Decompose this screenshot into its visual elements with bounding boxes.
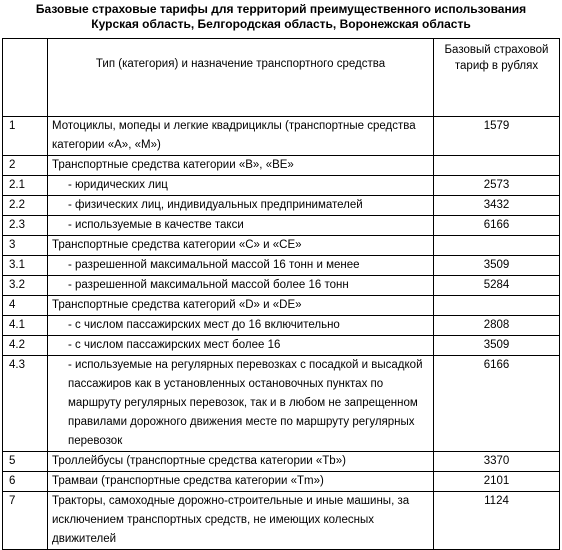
table-row — [3, 492, 560, 550]
row-number: 4.3 — [3, 356, 48, 452]
table-row — [3, 156, 560, 176]
table-row — [3, 452, 560, 472]
row-number: 2.2 — [3, 196, 48, 216]
header-name: Тип (категория) и назначение транспортного средства — [48, 39, 434, 117]
vehicle-type: Транспортные средства категории «С» и «СЕ» — [48, 236, 434, 256]
table-body — [3, 117, 560, 550]
vehicle-type: - юридических лиц — [48, 176, 434, 196]
row-number: 2.3 — [3, 216, 48, 236]
vehicle-type: Трамваи (транспортные средства категории «Tm») — [48, 472, 434, 492]
base-tariff: 3432 — [434, 196, 560, 216]
header-tariff: Базовый страховой тариф в рублях — [434, 39, 560, 117]
row-number: 3 — [3, 236, 48, 256]
vehicle-type: Мотоциклы, мопеды и легкие квадрициклы (транспортные средства категории «А», «М») — [48, 117, 434, 156]
header-row — [3, 39, 560, 117]
table-row — [3, 316, 560, 336]
vehicle-type: - разрешенной максимальной массой более 16 тонн — [48, 276, 434, 296]
table-header — [3, 39, 560, 117]
table-row — [3, 216, 560, 236]
table-row — [3, 336, 560, 356]
vehicle-type: - используемые на регулярных перевозках с посадкой и высадкой пассажиров как в установленных остановочных пунктах по маршруту регулярных перевозок, так и в любом не запрещенном правилами дорожного движения месте по маршруту регулярных перевозок — [48, 356, 434, 452]
base-tariff: 6166 — [434, 216, 560, 236]
table-row — [3, 296, 560, 316]
base-tariff: 3509 — [434, 336, 560, 356]
title-line-1: Базовые страховые тарифы для территорий преимущественного использования — [35, 2, 527, 16]
vehicle-type: - физических лиц, индивидуальных предпринимателей — [48, 196, 434, 216]
table-row — [3, 356, 560, 452]
table-row — [3, 256, 560, 276]
base-tariff: 2573 — [434, 176, 560, 196]
base-tariff: 3370 — [434, 452, 560, 472]
table-row — [3, 472, 560, 492]
row-number: 6 — [3, 472, 48, 492]
document-title — [0, 2, 562, 32]
row-number: 3.1 — [3, 256, 48, 276]
row-number: 3.2 — [3, 276, 48, 296]
row-number: 5 — [3, 452, 48, 472]
row-number: 2.1 — [3, 176, 48, 196]
row-number: 2 — [3, 156, 48, 176]
vehicle-type: - с числом пассажирских мест более 16 — [48, 336, 434, 356]
table-row — [3, 196, 560, 216]
title-line-2: Курская область, Белгородская область, Воронежская область — [91, 17, 471, 31]
vehicle-type: - разрешенной максимальной массой 16 тонн и менее — [48, 256, 434, 276]
base-tariff: 3509 — [434, 256, 560, 276]
header-num — [3, 39, 48, 117]
table-row — [3, 276, 560, 296]
base-tariff: 2808 — [434, 316, 560, 336]
table-row — [3, 117, 560, 156]
vehicle-type: Транспортные средства категорий «D» и «DE» — [48, 296, 434, 316]
base-tariff: 5284 — [434, 276, 560, 296]
row-number: 4.1 — [3, 316, 48, 336]
vehicle-type: Тракторы, самоходные дорожно-строительные и иные машины, за исключением транспортных средств, не имеющих колесных движителей — [48, 492, 434, 550]
tariff-table — [2, 38, 560, 550]
row-number: 7 — [3, 492, 48, 550]
base-tariff: 1124 — [434, 492, 560, 550]
base-tariff: 2101 — [434, 472, 560, 492]
row-number: 4 — [3, 296, 48, 316]
vehicle-type: - с числом пассажирских мест до 16 включительно — [48, 316, 434, 336]
base-tariff: 6166 — [434, 356, 560, 452]
vehicle-type: Транспортные средства категории «В», «ВЕ» — [48, 156, 434, 176]
table-row — [3, 176, 560, 196]
base-tariff — [434, 296, 560, 316]
row-number: 4.2 — [3, 336, 48, 356]
base-tariff — [434, 236, 560, 256]
row-number: 1 — [3, 117, 48, 156]
vehicle-type: Троллейбусы (транспортные средства категории «Tb») — [48, 452, 434, 472]
table-row — [3, 236, 560, 256]
vehicle-type: - используемые в качестве такси — [48, 216, 434, 236]
base-tariff: 1579 — [434, 117, 560, 156]
base-tariff — [434, 156, 560, 176]
